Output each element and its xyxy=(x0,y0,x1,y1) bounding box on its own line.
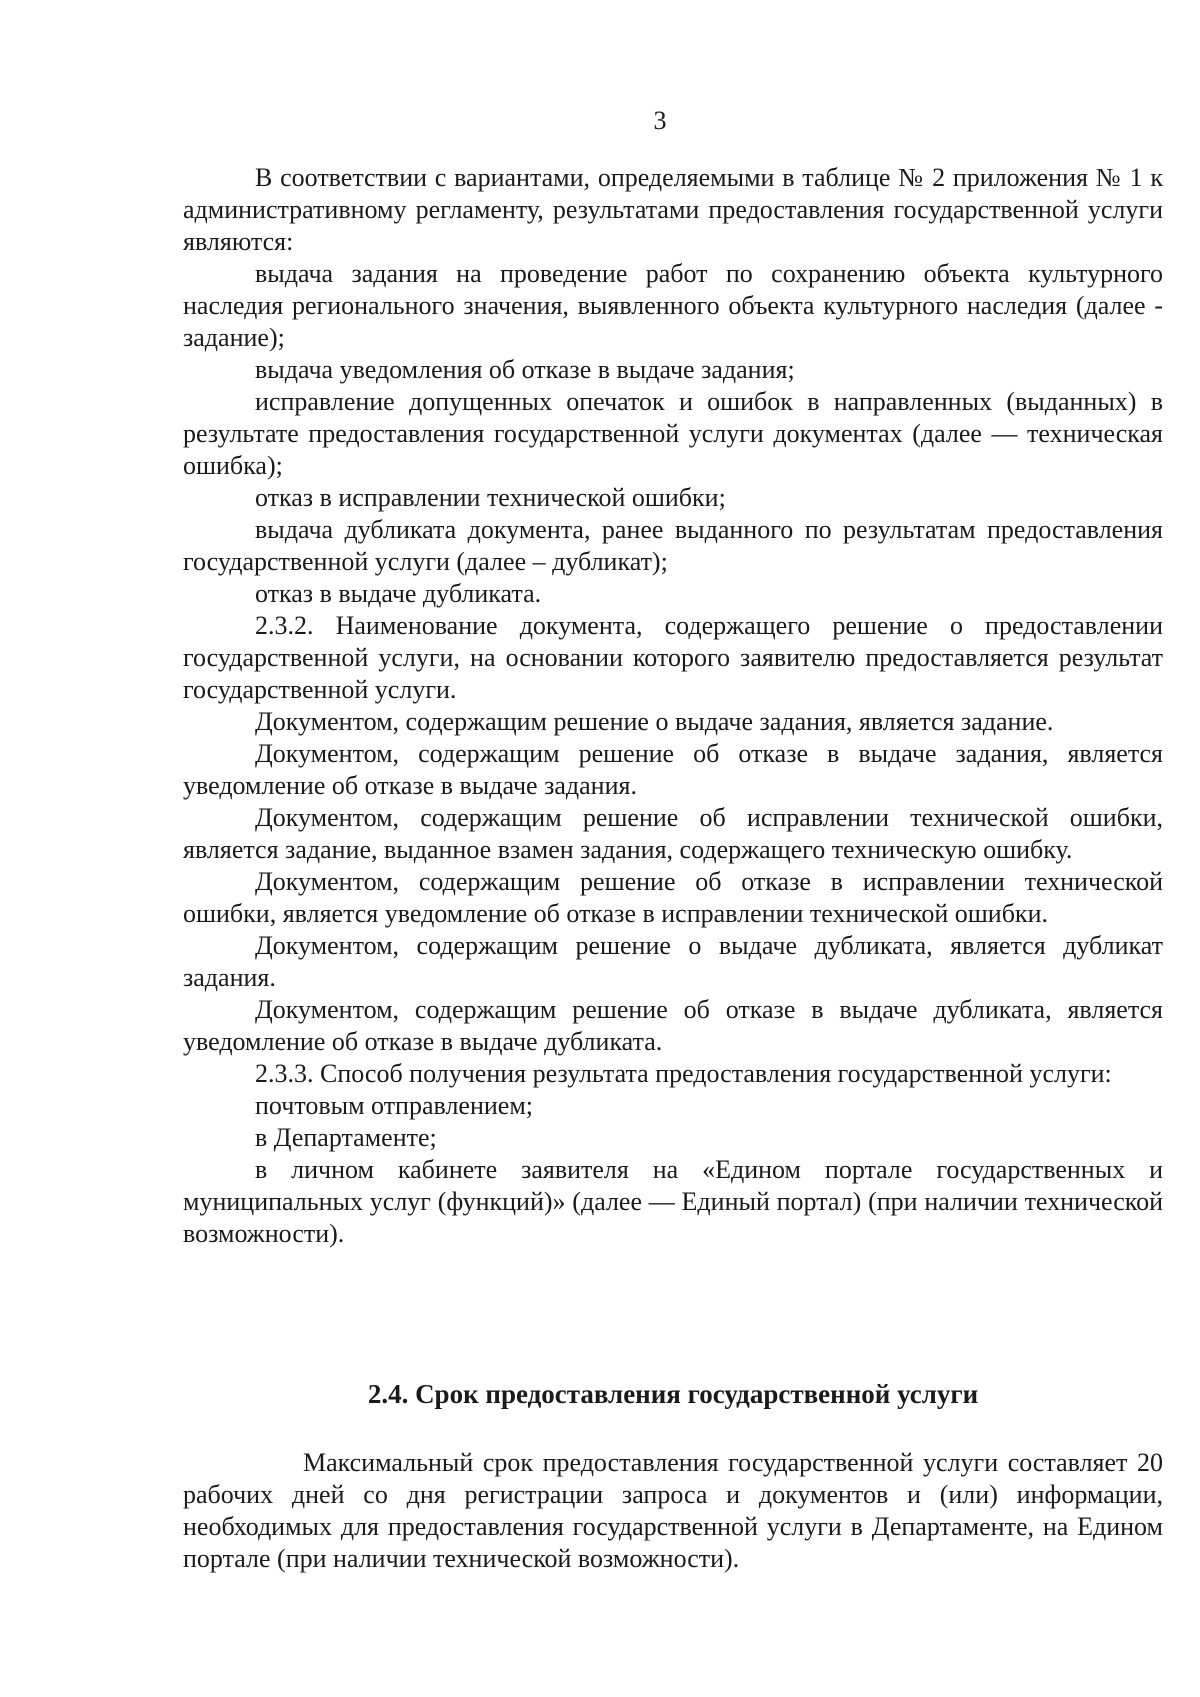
page-number: 3 xyxy=(653,106,667,135)
paragraph: 2.3.3. Способ получения результата предоставления государственной услуги: xyxy=(255,1059,1112,1088)
paragraph: выдача дубликата документа, ранее выданного по результатам предоставления государственной услуги (далее – дубликат); xyxy=(183,515,1163,576)
paragraph: исправление допущенных опечаток и ошибок в направленных (выданных) в результате предоставления государственной услуги документах (далее — техническая ошибка); xyxy=(183,387,1163,480)
paragraph: Документом, содержащим решение об исправлении технической ошибки, является задание, выданное взамен задания, содержащего техническую ошибку. xyxy=(183,803,1163,864)
paragraph: Документом, содержащим решение об отказе в выдаче дубликата, является уведомление об отказе в выдаче дубликата. xyxy=(183,995,1163,1056)
paragraph: 2.3.2. Наименование документа, содержащего решение о предоставлении государственной услуги, на основании которого заявителю предоставляется результат государственной услуги. xyxy=(183,611,1163,704)
paragraph: в Департаменте; xyxy=(255,1123,437,1152)
paragraph: выдача уведомления об отказе в выдаче задания; xyxy=(255,355,795,384)
paragraph: в личном кабинете заявителя на «Едином портале государственных и муниципальных услуг (функций)» (далее — Единый портал) (при наличии технической возможности). xyxy=(183,1155,1163,1248)
paragraph: Максимальный срок предоставления государственной услуги составляет 20 рабочих дней со дня регистрации запроса и документов и (или) информации, необходимых для предоставления государственной услуги в Департаменте, на Едином портале (при наличии технической возможности). xyxy=(183,1448,1163,1573)
paragraph: Документом, содержащим решение об отказе в исправлении технической ошибки, является уведомление об отказе в исправлении технической ошибки. xyxy=(183,867,1163,928)
paragraph: выдача задания на проведение работ по сохранению объекта культурного наследия регионального значения, выявленного объекта культурного наследия (далее - задание); xyxy=(183,259,1163,352)
paragraph: Документом, содержащим решение об отказе в выдаче задания, является уведомление об отказе в выдаче задания. xyxy=(183,739,1163,800)
paragraph: Документом, содержащим решение о выдаче дубликата, является дубликат задания. xyxy=(183,931,1163,992)
paragraph: отказ в выдаче дубликата. xyxy=(255,579,542,608)
paragraph: отказ в исправлении технической ошибки; xyxy=(255,483,726,512)
paragraph: Документом, содержащим решение о выдаче задания, является задание. xyxy=(255,707,1054,736)
section-heading: 2.4. Срок предоставления государственной услуги xyxy=(367,1379,979,1409)
section-body xyxy=(183,1447,1163,1575)
body-text xyxy=(183,162,1163,1250)
paragraph: почтовым отправлением; xyxy=(255,1091,534,1120)
paragraph: В соответствии с вариантами, определяемыми в таблице № 2 приложения № 1 к административному регламенту, результатами предоставления государственной услуги являются: xyxy=(183,163,1163,256)
